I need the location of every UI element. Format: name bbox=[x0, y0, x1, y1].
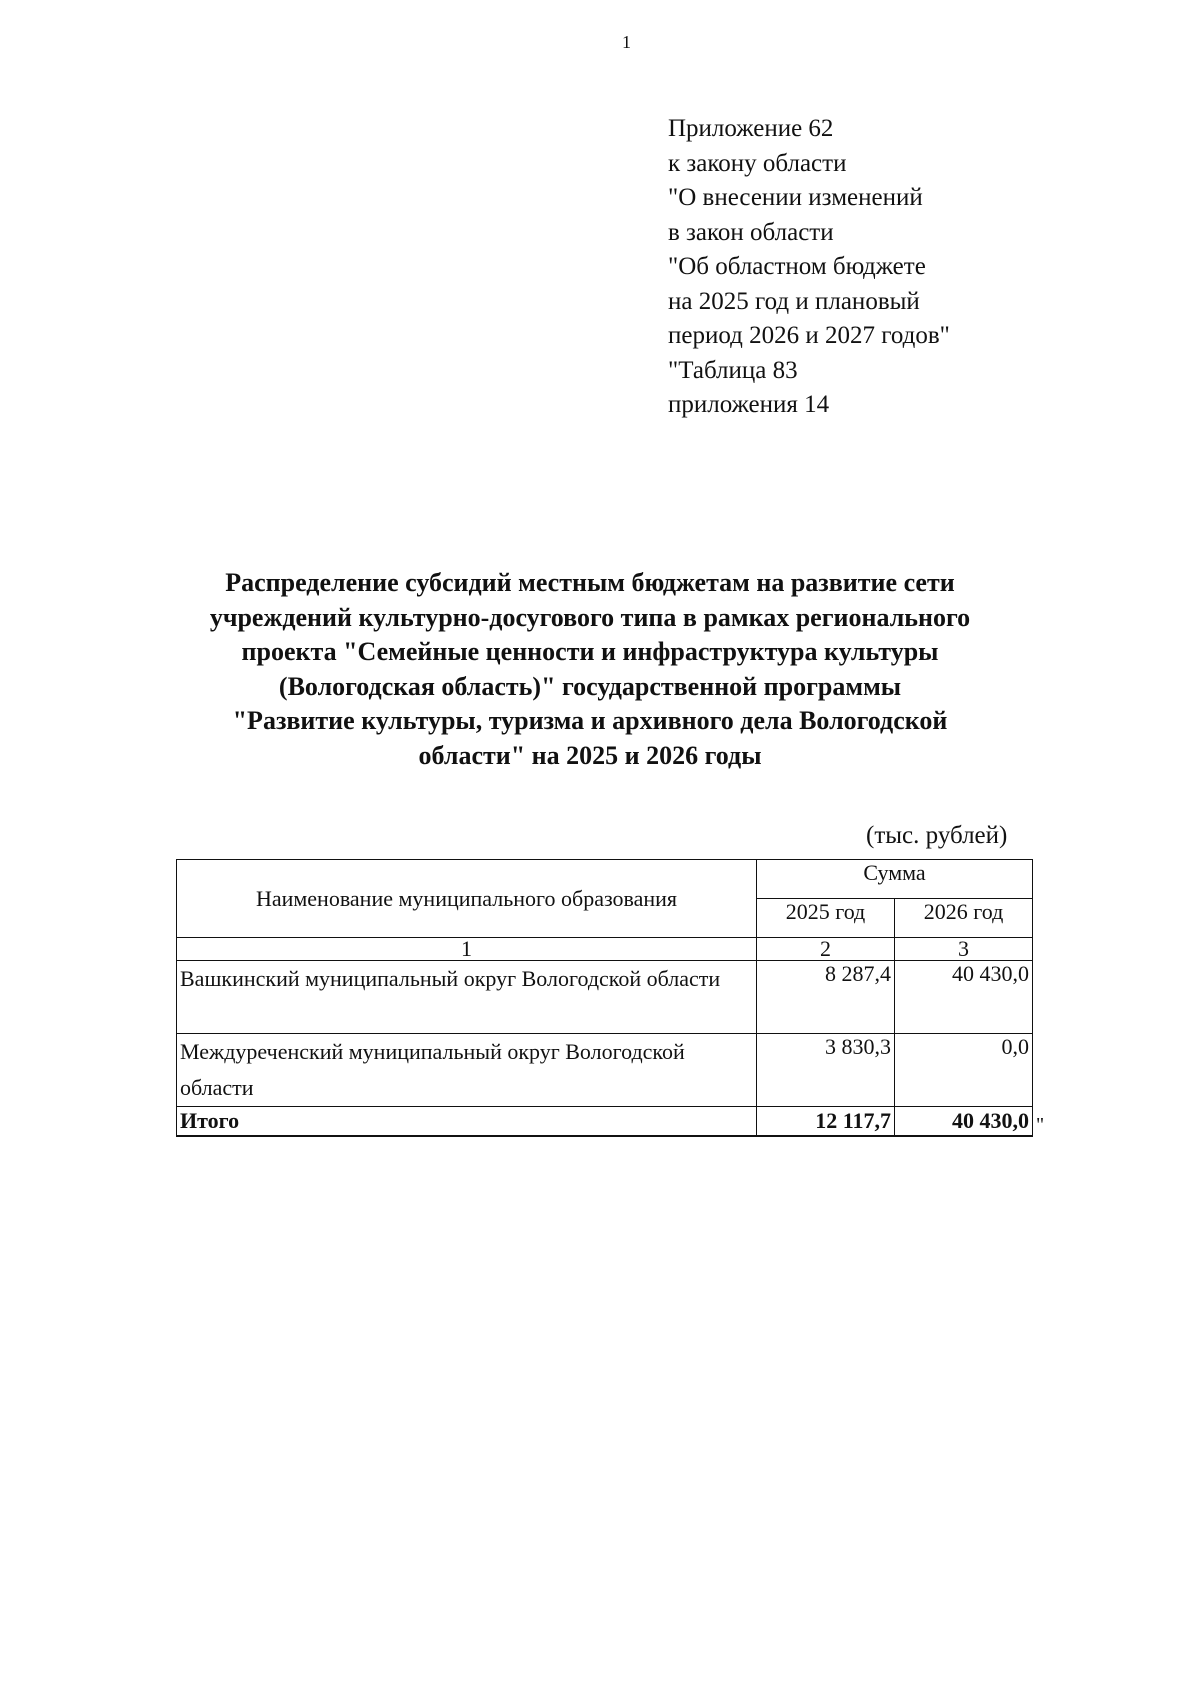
amount-2026: 40 430,0 bbox=[895, 961, 1033, 1034]
table-row bbox=[177, 961, 1033, 1034]
title-line: "Развитие культуры, туризма и архивного дела Вологодской bbox=[232, 706, 948, 735]
appendix-line: период 2026 и 2027 годов" bbox=[668, 322, 950, 349]
column-number: 3 bbox=[895, 938, 1033, 961]
municipality-name: Междуреченский муниципальный округ Вологодской области bbox=[177, 1034, 757, 1107]
total-row bbox=[177, 1107, 1033, 1137]
title-line: Распределение субсидий местным бюджетам на развитие сети bbox=[225, 568, 955, 597]
title-line: проекта "Семейные ценности и инфраструктура культуры bbox=[241, 637, 939, 666]
appendix-line: "О внесении изменений bbox=[668, 184, 923, 211]
units-label: (тыс. рублей) bbox=[866, 822, 1008, 849]
table-row bbox=[177, 1034, 1033, 1107]
amount-2025: 3 830,3 bbox=[757, 1034, 895, 1107]
appendix-line: "Об областном бюджете bbox=[668, 253, 926, 280]
title-line: области" на 2025 и 2026 годы bbox=[418, 740, 762, 770]
amount-2025: 8 287,4 bbox=[757, 961, 895, 1034]
appendix-line: на 2025 год и плановый bbox=[668, 287, 920, 315]
appendix-line: Приложение 62 bbox=[668, 115, 834, 142]
title-line: учреждений культурно-досугового типа в рамках регионального bbox=[209, 602, 971, 632]
subsidy-table bbox=[176, 859, 1033, 1137]
header-year-2025: 2025 год bbox=[757, 899, 895, 938]
closing-quote: " bbox=[1036, 1114, 1045, 1136]
table-header-row bbox=[177, 860, 1033, 899]
column-number: 1 bbox=[177, 938, 757, 961]
column-number: 2 bbox=[757, 938, 895, 961]
appendix-reference bbox=[668, 112, 1068, 423]
appendix-line: "Таблица 83 bbox=[668, 356, 798, 384]
title-line: (Вологодская область)" государственной программы bbox=[278, 671, 902, 701]
total-2026: 40 430,0 bbox=[895, 1107, 1033, 1137]
page-number: 1 bbox=[622, 32, 631, 52]
appendix-line: в закон области bbox=[668, 218, 834, 246]
document-title bbox=[160, 566, 1020, 773]
header-sum: Сумма bbox=[757, 860, 1033, 899]
column-number-row bbox=[177, 938, 1033, 961]
total-label: Итого bbox=[177, 1107, 757, 1137]
appendix-line: приложения 14 bbox=[668, 391, 830, 418]
appendix-line: к закону области bbox=[668, 149, 847, 177]
header-year-2026: 2026 год bbox=[895, 899, 1033, 938]
total-2025: 12 117,7 bbox=[757, 1107, 895, 1137]
header-municipality: Наименование муниципального образования bbox=[177, 860, 757, 938]
municipality-name: Вашкинский муниципальный округ Вологодской области bbox=[177, 961, 757, 1034]
amount-2026: 0,0 bbox=[895, 1034, 1033, 1107]
